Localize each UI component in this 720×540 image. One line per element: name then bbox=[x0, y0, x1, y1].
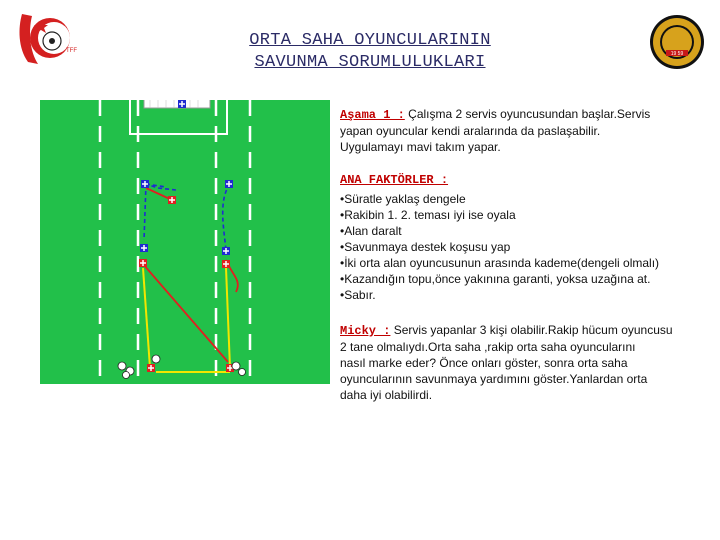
logo-right-years: 19 59 bbox=[670, 51, 684, 57]
micky-label: Micky : bbox=[340, 324, 391, 338]
factor-item: •Rakibin 1. 2. teması iyi ise oyala bbox=[340, 208, 516, 222]
factors-section bbox=[340, 172, 715, 303]
micky-line-1: Servis yapanlar 3 kişi olabilir.Rakip hücum oyuncusu bbox=[390, 323, 673, 337]
tff-logo bbox=[8, 8, 92, 70]
title-line-1: ORTA SAHA OYUNCULARININ bbox=[249, 31, 491, 50]
micky-line-2: 2 tane olmalıydı.Orta saha ,rakip orta saha oyuncularını bbox=[340, 340, 636, 354]
factor-item: •İki orta alan oyuncusunun arasında kademe(dengeli olmalı) bbox=[340, 256, 660, 270]
club-crest-logo bbox=[644, 12, 710, 78]
factor-item: •Savunmaya destek koşusu yap bbox=[340, 240, 511, 254]
logo-left-text: TFF bbox=[66, 48, 77, 54]
factor-item: •Kazandığın topu,önce yakınına garanti, yoksa uzağına at. bbox=[340, 272, 651, 286]
factor-item: •Sabır. bbox=[340, 288, 376, 302]
page-title bbox=[180, 30, 560, 74]
micky-notes-section bbox=[340, 322, 716, 403]
title-line-2: SAVUNMA SORUMLULUKLARI bbox=[254, 53, 486, 72]
factor-item: •Alan daralt bbox=[340, 224, 402, 238]
micky-line-4: oyuncularının savunmaya yardımını göster.Yanlardan orta bbox=[340, 372, 648, 386]
asama-label: Aşama 1 : bbox=[340, 108, 405, 122]
asama-text-2: yapan oyuncular kendi aralarında da paslaşabilir. bbox=[340, 124, 601, 138]
micky-line-5: daha iyi olabilirdi. bbox=[340, 388, 433, 402]
micky-line-3: nasıl marke eder? Önce onları göster, sonra orta saha bbox=[340, 356, 628, 370]
factors-heading: ANA FAKTÖRLER : bbox=[340, 173, 449, 187]
tactics-field-diagram bbox=[40, 100, 330, 384]
asama-section bbox=[340, 106, 710, 155]
factor-item: •Süratle yaklaş dengele bbox=[340, 192, 466, 206]
asama-text-3: Uygulamayı mavi takım yapar. bbox=[340, 140, 501, 154]
asama-text-1: Çalışma 2 servis oyuncusundan başlar.Servis bbox=[404, 107, 651, 121]
